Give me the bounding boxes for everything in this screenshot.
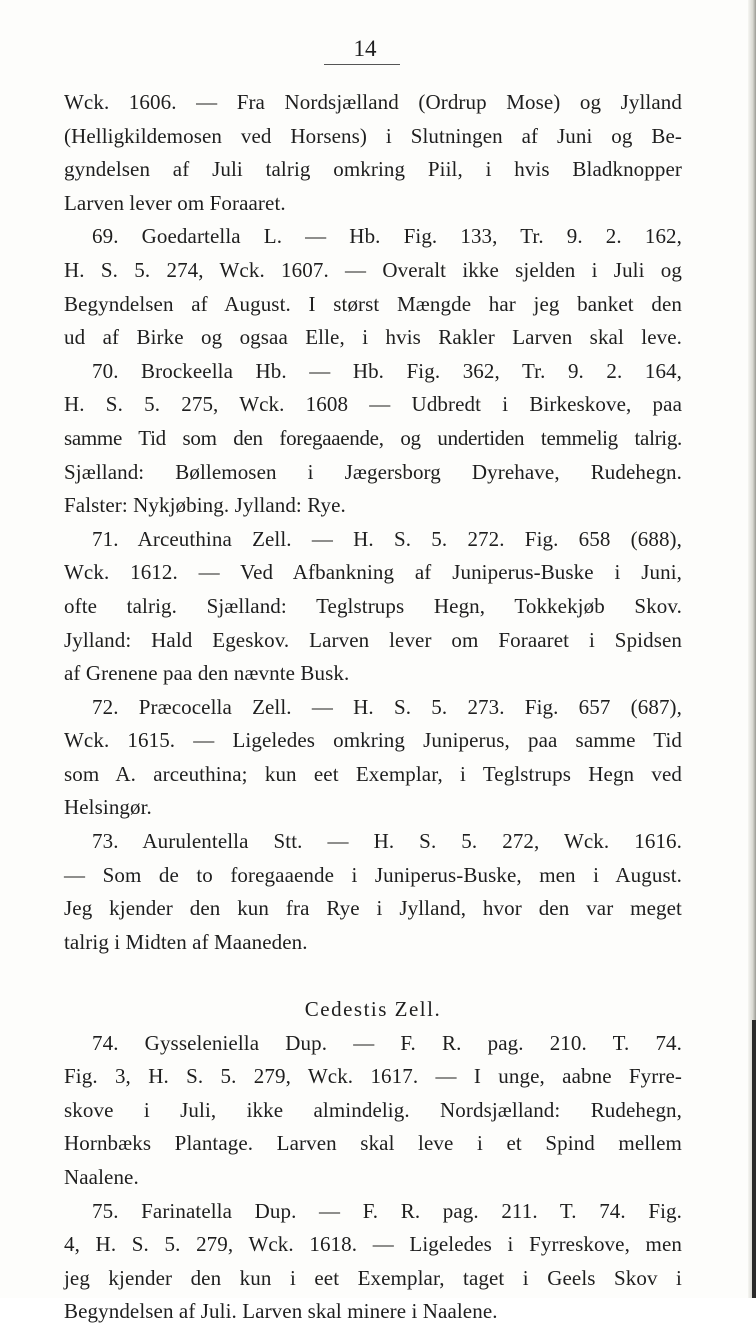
entry-74-heading: 74. Gysseleniella Dup. — F. R. pag. 210. T. 74.	[92, 1030, 682, 1055]
text-line: samme Tid som den foregaaende, og undertiden temmelig talrig.	[64, 425, 682, 450]
entry-69-heading: 69. Goedartella L. — Hb. Fig. 133, Tr. 9. 2. 162,	[92, 224, 682, 249]
text-line: Wck. 1612. — Ved Afbankning af Juniperus-Buske i Juni,	[64, 560, 682, 585]
text-line: gyndelsen af Juli talrig omkring Piil, i hvis Bladknopper	[64, 157, 682, 182]
entry-70-heading: 70. Brockeella Hb. — Hb. Fig. 362, Tr. 9. 2. 164,	[92, 358, 682, 383]
text-line: Helsingør.	[64, 795, 152, 820]
text-line: Begyndelsen af August. I størst Mængde har jeg banket den	[64, 291, 682, 316]
body-text	[64, 86, 682, 1329]
text-line: talrig i Midten af Maaneden.	[64, 929, 308, 954]
entry-71-heading: 71. Arceuthina Zell. — H. S. 5. 272. Fig. 658 (688),	[92, 526, 682, 551]
text-line: Jeg kjender den kun fra Rye i Jylland, hvor den var meget	[64, 896, 682, 921]
text-line: Falster: Nykjøbing. Jylland: Rye.	[64, 493, 346, 518]
text-line: ud af Birke og ogsaa Elle, i hvis Rakler Larven skal leve.	[64, 325, 682, 350]
text-line: — Som de to foregaaende i Juniperus-Buske, men i August.	[64, 862, 682, 887]
page-number: 14	[353, 36, 377, 61]
entry-72-heading: 72. Præcocella Zell. — H. S. 5. 273. Fig. 657 (687),	[92, 694, 682, 719]
text-line: Wck. 1615. — Ligeledes omkring Juniperus, paa samme Tid	[64, 728, 682, 753]
text-line: Wck. 1606. — Fra Nordsjælland (Ordrup Mose) og Jylland	[64, 90, 682, 114]
text-line: Begyndelsen af Juli. Larven skal minere i Naalene.	[64, 1299, 498, 1324]
text-line: Hornbæks Plantage. Larven skal leve i et Spind mellem	[64, 1131, 682, 1156]
text-line: Sjælland: Bøllemosen i Jægersborg Dyrehave, Rudehegn.	[64, 459, 682, 484]
text-line: Fig. 3, H. S. 5. 279, Wck. 1617. — I unge, aabne Fyrre-	[64, 1064, 682, 1089]
page-number-rule	[324, 64, 400, 65]
text-line: som A. arceuthina; kun eet Exemplar, i Teglstrups Hegn ved	[64, 761, 682, 786]
text-line: jeg kjender den kun i eet Exemplar, taget i Geels Skov i	[64, 1265, 682, 1290]
entry-73-heading: 73. Aurulentella Stt. — H. S. 5. 272, Wck. 1616.	[92, 829, 682, 854]
text-line: ofte talrig. Sjælland: Teglstrups Hegn, Tokkekjøb Skov.	[64, 593, 682, 618]
text-line: skove i Juli, ikke almindelig. Nordsjælland: Rudehegn,	[64, 1097, 682, 1122]
text-line: Naalene.	[64, 1165, 139, 1189]
text-line: Jylland: Hald Egeskov. Larven lever om Foraaret i Spidsen	[64, 627, 682, 652]
text-line: H. S. 5. 274, Wck. 1607. — Overalt ikke sjelden i Juli og	[64, 257, 682, 282]
blank-line	[64, 959, 682, 993]
entry-75-heading: 75. Farinatella Dup. — F. R. pag. 211. T. 74. Fig.	[92, 1198, 682, 1223]
text-line: 4, H. S. 5. 279, Wck. 1618. — Ligeledes i Fyrreskove, men	[64, 1232, 682, 1257]
text-line: H. S. 5. 275, Wck. 1608 — Udbredt i Birkeskove, paa	[64, 392, 682, 417]
binding-edge	[752, 1020, 756, 1298]
text-line: af Grenene paa den nævnte Busk.	[64, 661, 350, 686]
genus-heading-cedestis: Cedestis Zell.	[304, 997, 442, 1022]
text-line: Larven lever om Foraaret.	[64, 190, 286, 215]
text-line: (Helligkildemosen ved Horsens) i Slutningen af Juni og Be-	[64, 123, 682, 148]
